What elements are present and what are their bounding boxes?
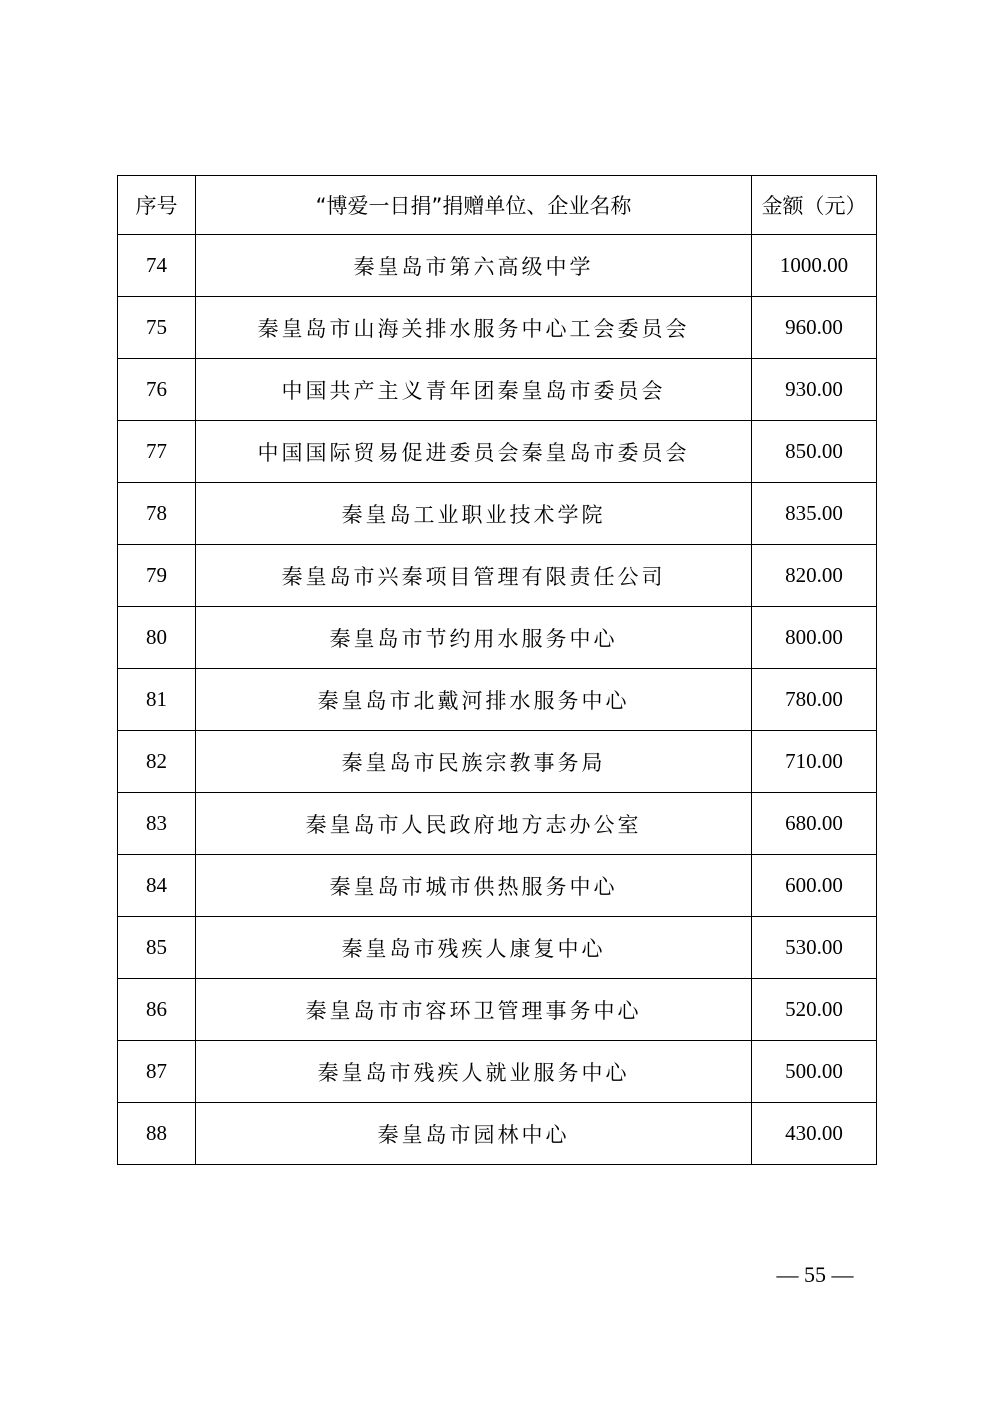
table-row — [118, 669, 877, 731]
row-name: 秦皇岛市残疾人康复中心 — [196, 917, 752, 979]
row-amount: 1000.00 — [752, 235, 877, 297]
table-row — [118, 793, 877, 855]
row-number: 77 — [118, 421, 196, 483]
row-number: 80 — [118, 607, 196, 669]
row-name: 秦皇岛市北戴河排水服务中心 — [196, 669, 752, 731]
table-row — [118, 855, 877, 917]
row-name: 秦皇岛市城市供热服务中心 — [196, 855, 752, 917]
row-amount: 835.00 — [752, 483, 877, 545]
row-number: 88 — [118, 1103, 196, 1165]
row-name: 秦皇岛市兴秦项目管理有限责任公司 — [196, 545, 752, 607]
row-amount: 520.00 — [752, 979, 877, 1041]
row-amount: 850.00 — [752, 421, 877, 483]
row-amount: 530.00 — [752, 917, 877, 979]
header-name: “博爱一日捐”捐赠单位、企业名称 — [196, 176, 752, 235]
row-amount: 500.00 — [752, 1041, 877, 1103]
table-row — [118, 359, 877, 421]
page-number: — 55 — — [776, 1262, 854, 1287]
row-number: 76 — [118, 359, 196, 421]
table-row — [118, 545, 877, 607]
row-number: 82 — [118, 731, 196, 793]
row-name: 秦皇岛市残疾人就业服务中心 — [196, 1041, 752, 1103]
table-row — [118, 1041, 877, 1103]
row-number: 78 — [118, 483, 196, 545]
table-row — [118, 421, 877, 483]
row-number: 75 — [118, 297, 196, 359]
row-amount: 820.00 — [752, 545, 877, 607]
row-amount: 710.00 — [752, 731, 877, 793]
row-number: 84 — [118, 855, 196, 917]
row-amount: 430.00 — [752, 1103, 877, 1165]
header-number: 序号 — [118, 176, 196, 235]
row-number: 83 — [118, 793, 196, 855]
row-name: 秦皇岛市山海关排水服务中心工会委员会 — [196, 297, 752, 359]
row-name: 中国国际贸易促进委员会秦皇岛市委员会 — [196, 421, 752, 483]
row-number: 86 — [118, 979, 196, 1041]
table-row — [118, 235, 877, 297]
row-number: 87 — [118, 1041, 196, 1103]
row-amount: 960.00 — [752, 297, 877, 359]
row-name: 秦皇岛工业职业技术学院 — [196, 483, 752, 545]
row-name: 中国共产主义青年团秦皇岛市委员会 — [196, 359, 752, 421]
row-number: 74 — [118, 235, 196, 297]
row-name: 秦皇岛市民族宗教事务局 — [196, 731, 752, 793]
table-row — [118, 297, 877, 359]
donation-table — [117, 175, 877, 1165]
row-name: 秦皇岛市节约用水服务中心 — [196, 607, 752, 669]
table-row — [118, 917, 877, 979]
row-amount: 680.00 — [752, 793, 877, 855]
row-number: 85 — [118, 917, 196, 979]
row-amount: 600.00 — [752, 855, 877, 917]
row-number: 81 — [118, 669, 196, 731]
table-row — [118, 979, 877, 1041]
row-amount: 800.00 — [752, 607, 877, 669]
header-amount: 金额（元） — [752, 176, 877, 235]
row-name: 秦皇岛市园林中心 — [196, 1103, 752, 1165]
table-row — [118, 1103, 877, 1165]
row-number: 79 — [118, 545, 196, 607]
row-name: 秦皇岛市人民政府地方志办公室 — [196, 793, 752, 855]
row-name: 秦皇岛市第六高级中学 — [196, 235, 752, 297]
table-row — [118, 731, 877, 793]
table-row — [118, 607, 877, 669]
table-header-row — [118, 176, 877, 235]
row-amount: 780.00 — [752, 669, 877, 731]
row-amount: 930.00 — [752, 359, 877, 421]
row-name: 秦皇岛市市容环卫管理事务中心 — [196, 979, 752, 1041]
table-row — [118, 483, 877, 545]
